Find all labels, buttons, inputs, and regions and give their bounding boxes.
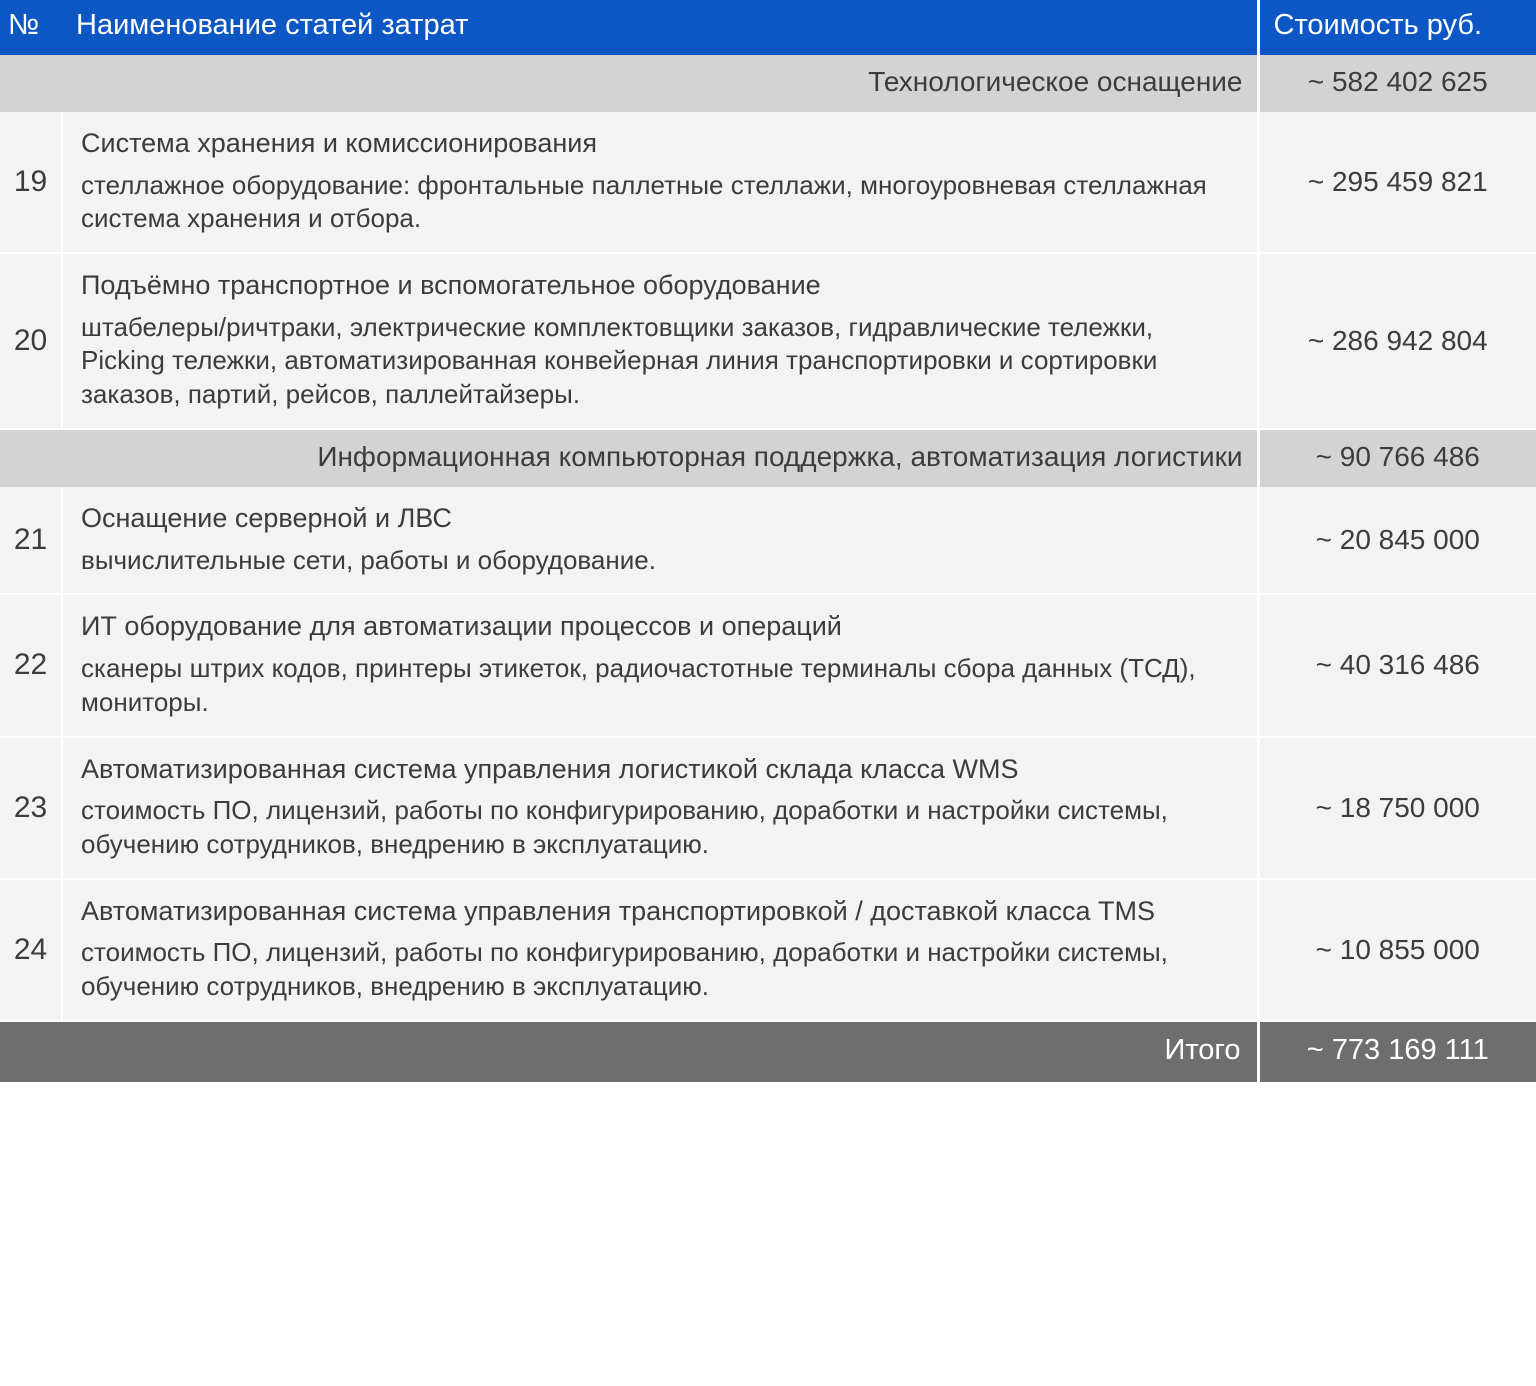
row-price: ~ 40 316 486 — [1258, 594, 1536, 736]
row-number: 20 — [0, 253, 62, 429]
row-number: 22 — [0, 594, 62, 736]
row-name-cell — [62, 487, 1258, 594]
total-value: ~ 773 169 111 — [1258, 1021, 1536, 1082]
row-description: сканеры штрих кодов, принтеры этикеток, радиочастотные терминалы сбора данных (ТСД), мониторы. — [81, 652, 1196, 717]
row-description: стеллажное оборудование: фронтальные паллетные стеллажи, многоуровневая стеллажная система хранения и отбора. — [81, 169, 1207, 234]
row-description: стоимость ПО, лицензий, работы по конфигурированию, доработки и настройки системы, обучению сотрудников, внедрению в эксплуатацию. — [81, 795, 1168, 859]
row-title: Автоматизированная система управления транспортировкой / доставкой класса TMS — [81, 895, 1156, 926]
row-price: ~ 295 459 821 — [1258, 112, 1536, 253]
row-title: Система хранения и комиссионирования — [81, 128, 597, 158]
total-row — [0, 1021, 1536, 1082]
total-label: Итого — [0, 1021, 1258, 1082]
section-label: Информационная компьюторная поддержка, автоматизация логистики — [0, 429, 1258, 487]
row-price: ~ 18 750 000 — [1258, 737, 1536, 879]
row-name-cell — [62, 253, 1258, 429]
row-number: 24 — [0, 879, 62, 1021]
column-header-price: Стоимость руб. — [1258, 0, 1536, 55]
row-number: 21 — [0, 487, 62, 594]
section-label: Технологическое оснащение — [0, 55, 1258, 112]
row-name-cell — [62, 879, 1258, 1021]
row-description: вычислительные сети, работы и оборудование. — [81, 544, 656, 575]
table-row — [0, 594, 1536, 736]
row-name-cell — [62, 594, 1258, 736]
row-price: ~ 10 855 000 — [1258, 879, 1536, 1021]
row-price: ~ 286 942 804 — [1258, 253, 1536, 429]
table-header-row — [0, 0, 1536, 55]
section-row-technological — [0, 55, 1536, 112]
row-number: 19 — [0, 112, 62, 253]
row-title: Автоматизированная система управления логистикой склада класса WMS — [81, 753, 1019, 784]
section-total: ~ 582 402 625 — [1258, 55, 1536, 112]
row-name-cell — [62, 112, 1258, 253]
row-description: штабелеры/ричтраки, электрические комплектовщики заказов, гидравлические тележки, Picking тележки, автоматизированная конвейерная линия транспортировки и сортировки заказов, партий, рейсов, паллейтайзеры. — [81, 311, 1158, 410]
row-number: 23 — [0, 737, 62, 879]
column-header-name: Наименование статей затрат — [62, 0, 1258, 55]
section-total: ~ 90 766 486 — [1258, 429, 1536, 487]
row-price: ~ 20 845 000 — [1258, 487, 1536, 594]
row-name-cell — [62, 737, 1258, 879]
row-title: ИТ оборудование для автоматизации процессов и операций — [81, 611, 842, 642]
row-title: Оснащение серверной и ЛВС — [81, 503, 452, 534]
table-row — [0, 112, 1536, 253]
table-row — [0, 253, 1536, 429]
table-row — [0, 879, 1536, 1021]
column-header-number: № — [0, 0, 62, 55]
section-row-it-support — [0, 429, 1536, 487]
row-description: стоимость ПО, лицензий, работы по конфигурированию, доработки и настройки системы, обучению сотрудников, внедрению в эксплуатацию. — [81, 937, 1168, 1002]
table-row — [0, 737, 1536, 879]
row-title: Подъёмно транспортное и вспомогательное оборудование — [81, 270, 821, 301]
table-row — [0, 487, 1536, 594]
